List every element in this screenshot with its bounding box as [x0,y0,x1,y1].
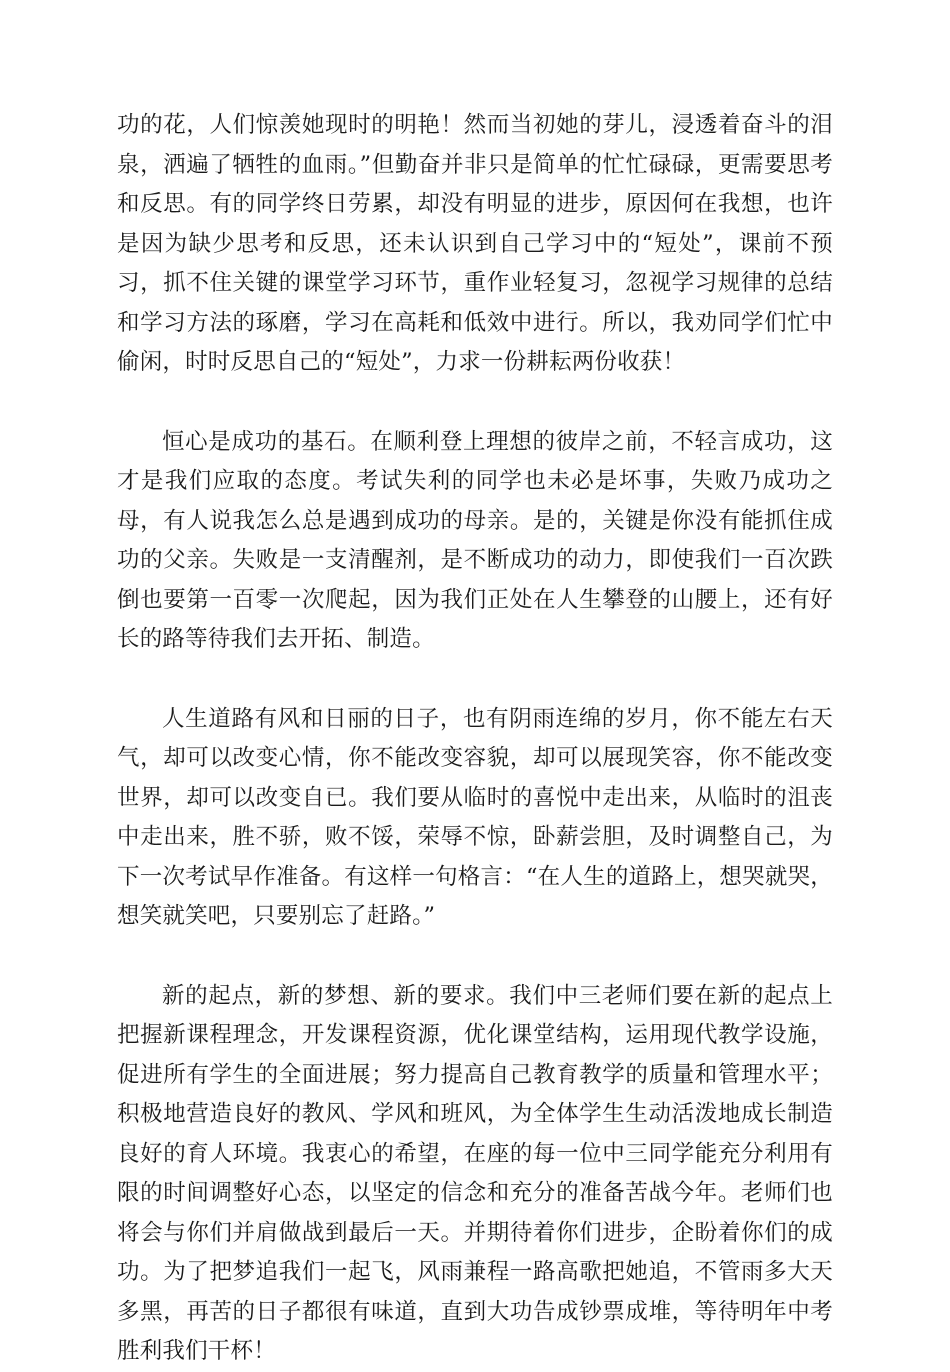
paragraph-perseverance: 恒心是成功的基石。在顺利登上理想的彼岸之前，不轻言成功，这才是我们应取的态度。考试失利的同学也未必是坏事，失败乃成功之母，有人说我怎么总是遇到成功的母亲。是的，关键是你没有能抓住成功的父亲。失败是一支清醒剂，是不断成功的动力，即使我们一百次跌倒也要第一百零一次爬起，因为我们正处在人生攀登的山腰上，还有好长的路等待我们去开拓、制造。 [117,428,833,652]
document-body [117,106,833,1372]
paragraph-new-start: 新的起点，新的梦想、新的要求。我们中三老师们要在新的起点上把握新课程理念，开发课程资源，优化课堂结构，运用现代教学设施，促进所有学生的全面进展；努力提高自己教育教学的质量和管理水平；积极地营造良好的教风、学风和班风，为全体学生生动活泼地成长制造良好的育人环境。我衷心的希望，在座的每一位中三同学能充分利用有限的时间调整好心态，以坚定的信念和充分的准备苦战今年。老师们也将会与你们并肩做战到最后一天。并期待着你们进步，企盼着你们的成功。为了把梦追我们一起飞，风雨兼程一路高歌把她追，不管雨多大天多黑，再苦的日子都很有味道，直到大功告成钞票成堆，等待明年中考胜利我们干杯！ [117,982,833,1364]
paragraph-diligence-continued: 功的花，人们惊羡她现时的明艳！然而当初她的芽儿，浸透着奋斗的泪泉，洒遍了牺牲的血雨。”但勤奋并非只是简单的忙忙碌碌，更需要思考和反思。有的同学终日劳累，却没有明显的进步，原因何在我想，也许是因为缺少思考和反思，还未认识到自己学习中的“短处”，课前不预习，抓不住关键的课堂学习环节，重作业轻复习，忽视学习规律的总结和学习方法的琢磨，学习在高耗和低效中进行。所以，我劝同学们忙中偷闲，时时反思自己的“短处”，力求一份耕耘两份收获！ [117,112,833,375]
paragraph-life-road: 人生道路有风和日丽的日子，也有阴雨连绵的岁月，你不能左右天气，却可以改变心情，你不能改变容貌，却可以展现笑容，你不能改变世界，却可以改变自已。我们要从临时的喜悦中走出来，从临时的沮丧中走出来，胜不骄，败不馁，荣辱不惊，卧薪尝胆，及时调整自己，为下一次考试早作准备。有这样一句格言：“在人生的道路上，想哭就哭，想笑就笑吧，只要别忘了赶路。” [117,705,833,929]
